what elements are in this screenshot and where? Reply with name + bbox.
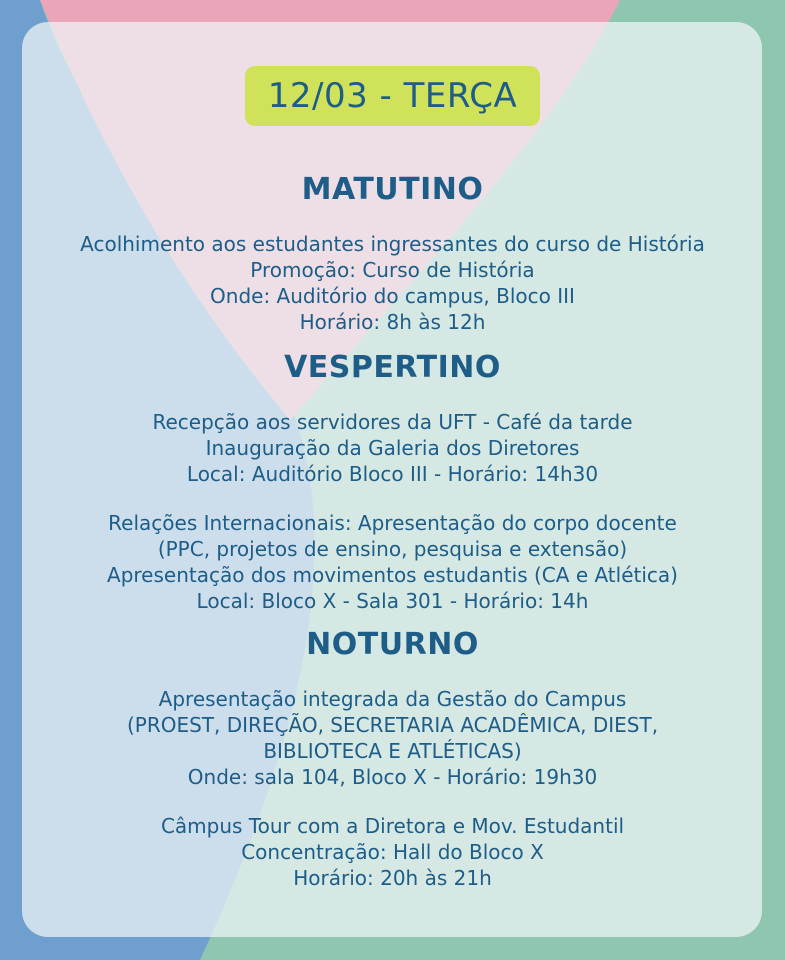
noturno-line: BIBLIOTECA E ATLÉTICAS)	[263, 739, 522, 763]
noturno-line: Onde: sala 104, Bloco X - Horário: 19h30	[187, 765, 598, 789]
vespertino-line: Apresentação dos movimentos estudantis (CA e Atlética)	[107, 563, 678, 587]
section-title-matutino: MATUTINO	[301, 172, 484, 207]
date-badge: 12/03 - TERÇA	[245, 66, 540, 126]
noturno-line: Apresentação integrada da Gestão do Campus	[158, 687, 627, 711]
vespertino-line: Relações Internacionais: Apresentação do corpo docente	[108, 511, 677, 535]
noturno-line: Concentração: Hall do Bloco X	[241, 840, 544, 864]
vespertino-line: Inauguração da Galeria dos Diretores	[205, 436, 580, 460]
section-title-vespertino: VESPERTINO	[284, 350, 501, 385]
vespertino-line: (PPC, projetos de ensino, pesquisa e extensão)	[157, 537, 628, 561]
matutino-line: Onde: Auditório do campus, Bloco III	[210, 284, 575, 308]
vespertino-line: Local: Auditório Bloco III - Horário: 14h30	[186, 462, 599, 486]
vespertino-line: Local: Bloco X - Sala 301 - Horário: 14h	[196, 589, 589, 613]
noturno-line: Câmpus Tour com a Diretora e Mov. Estudantil	[160, 814, 625, 838]
vespertino-line: Recepção aos servidores da UFT - Café da tarde	[152, 410, 633, 434]
noturno-line: Horário: 20h às 21h	[293, 866, 492, 890]
noturno-line: (PROEST, DIREÇÃO, SECRETARIA ACADÊMICA, DIEST,	[126, 713, 659, 737]
matutino-line: Horário: 8h às 12h	[299, 310, 486, 334]
matutino-line: Acolhimento aos estudantes ingressantes do curso de História	[80, 232, 705, 256]
matutino-line: Promoção: Curso de História	[250, 258, 535, 282]
section-title-noturno: NOTURNO	[306, 627, 479, 662]
